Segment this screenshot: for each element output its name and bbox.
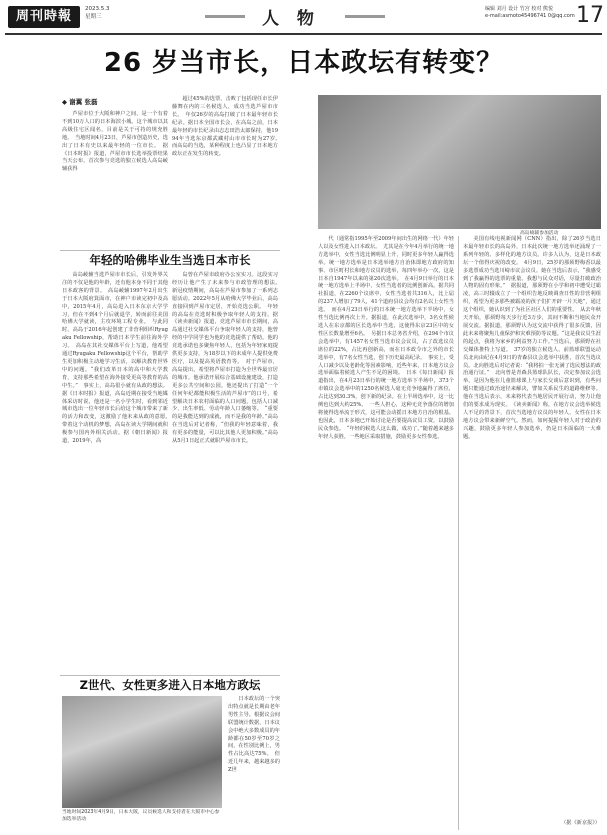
candidate-photo	[318, 95, 601, 229]
section1-column-2	[172, 272, 284, 672]
masthead-rule	[5, 33, 602, 35]
intro-text-1: 芦屋市位于大阪和神户之间，是一个有着不到10万人口的日本海滨小城。这个城市以其高级住宅区闻名，目前是关于可持的规充胜地。 当地时间4月23日，芦屋市创造历史，选出了日本有史以来最年轻的一位市长。 据《日本时报》报道，芦屋市市长选举投票结果当天公布，首次参与竞选的独立候选人高岛崚辅获得	[62, 111, 168, 173]
date-text: 2023.5.3	[85, 6, 110, 12]
section-bar-right	[345, 15, 385, 18]
rally-photo-caption: 当地时间2023年4月9日，日本大阪，议员候选人和支持者在大阪市中心参加选举活动	[62, 810, 220, 822]
page-number: 17	[576, 3, 604, 28]
section1-text-2: 岛曾在芦屋市政府办公室实习。这段实习经历让他产生了未来参与市政管理的想法。 新冠疫情期间，高岛在芦屋市参加了一系列志愿活动。2022年5月从哈佛大学毕业后，高岛直接回到芦屋市定居，开始竞选公职。 年轻的高岛在竞选时积极争取年轻人的支持。据《读卖新闻》报道，竞选芦屋市市长期间，高岛通过社交媒体平台争取年轻人的支持，他曾经的中学同学也为他的竞选提供了帮助。他的竞选承诺也多聚焦年轻人，包括为年轻家庭提供更多支持，为18岁以下的未成年人提供免费医疗，以及提高英语教育等。 对于芦屋市，高岛提出，希望将芦屋市打造为全世界最宜居的城市。他承诺开展综合基础设施建设，打造更多公共空间和公园。他还提出了打造“一个任何年纪都能积极生活的芦屋市”的口号，希望解决日本农村面临的人口问题，包括人口减少、出生率低、劳动年龄人口萎缩等。 “重要的是我能达到的成就，而不是我的年龄。”高岛在当选后对记者称，“但我的年轻意味着，我有更多的能量，可以比其他人更加积极。”高岛从5月1日起正式就职芦屋市市长。	[172, 272, 284, 445]
section1-title: 年轻的哈佛毕业生当选日本市长	[89, 253, 251, 267]
source-credit: （据《新京报》）	[561, 820, 600, 826]
section2-text: 日本政坛的一个突出特点就是长期由老年男性主导。根据议会间联盟统计数据，日本议会中绝大多数成员的年龄都在50岁至70岁之间，在性别比例上，男性占比高达75%。 但近几年来，越来越多的Z世	[228, 696, 280, 774]
right-text-1: 代（通常指1995年至2009年间出生的网络一代）年轻人以及女性进入日本政坛。 尤其是在今年4月举行的统一地方选举中，女性当选比例明显上升，同时更多年轻人赢得选举。统一地方选举是日本选举地方自治体即地方政府的知事、市区町村长和地方议员的选举，每四年举办一次，这是日本自1947年以来的第20次选举。 在4月9日举行的日本统一地方选举上半场中，女性当选者的比例创新高。据共同社报道，在2260个议席中，女性当选者共316人，比上届的237人增加了79人，41个道府县议会均有2名以上女性当选。 而在4月23日举行的日本统一地方选举下半场中，女性当选比例再次上升。据报道，在此次选举中，3名女性候选人在东京都的区长选举中当选，这使得东京23区中的女性区长数量增至6名。 另据日本总务省介绍，在294个市议会选举中，有1457名女性当选市议会议员，占了改选议员席位的22%，占比再创新高，而在日本政令市之外的市长选举中，有7名女性当选，创下历史最高纪录。 事实上，受人口减少以及老龄化等因素影响，近些年来，日本地方议会选举面临着候选人产生不足的困境。 日本《每日新闻》报道指出，在4月23日举行的统一地方选举下半场中，373个市镇议会选举中的1250名候选人毫无竞争地赢得了席位，占比达到30.3%，创下新的纪录。在上半场选举中，这一比例也达到大约25%。 一些人担心，这种无竞争落位的增加将使得选举流于形式，这可能会动摇日本地方自治的根基。也因此，日本多地已开始讨论是否要提高议员工资，以鼓励民众参选。 “年轻的候选人这么做，成功了。”随着越来越多年轻人获胜，一些地区采取措施，鼓励更多女性参选。	[318, 236, 454, 440]
headline: 26 岁当市长，日本政坛有转变？	[103, 48, 504, 78]
byline-authors: 谢翼 张磊	[69, 98, 98, 106]
right-column-1	[318, 236, 454, 830]
section-title: 人 物	[262, 9, 320, 29]
byline	[62, 97, 98, 106]
column-divider	[458, 236, 459, 830]
section-bar-left	[205, 15, 245, 18]
right-text-2: 美国有线电视新闻网（CNN）指出，除了26岁当选日本最年轻市长的高岛外，日本此次统一地方选举还涌现了一系列年轻的、多样化的地方议员。许多人认为，这是日本政坛一个值得庆祝的改变。 4月9日，25岁的那须野梅香以最多选票成功当选川崎市议会议员。她在当选后表示，“我感受到了我赢得的选票的重量。我想与民众对话，尽量打破政治人物的固有形象。” 据报道，那须野在小学和初中遭受过霸凌，高三时辍成立了一个组织告地反映调查日性的非营利组织，希望为更多那些被霸凌的孩子们扩开辟一片天地”，通过这个组织，她认识到了为社区社区人们的重要性。 从去年秋天开始，那须野每天步行近3万步，其间不断和当地民众开展交流。据报道，那须野认为这交流中获得了很多反馈，因此未来将聚焦儿童保护和灾难预防等议题。“这是我议员生涯的起点，我将为家乡的利益努力工作。”当选后，那须野在社交媒体推特上写道。 37岁的独立候选人、前篮球联盟运动员北向由纪在4月9日的青森县议会选举中获胜，首次当选议员。北向胜选后对记者说：“我将拍一张无满了选民想法的政治通行证。” 北向曾是青森县篮球队队长，决定参加议会选举，是因为他在儿童篮球课上与家长交谈后意识到，有些问题只能通过政治途径来解决，譬如关系民生的道路维修等。他在当选后表示，未来将代表当地居民开展行动，努力让他们的要求成为现实。 《读卖新闻》称，在地方议会选举候选人不足的背景下，首次当选地方议员的年轻人、女性在日本地方议会带来新鲜空气。然而，如何提振年轻人对于政治的兴趣，鼓励更多年轻人参加选举，仍是日本面临的一大难题。	[463, 236, 601, 440]
candidate-photo-caption: 高岛崚辅参加活动	[520, 231, 559, 236]
newspaper-logo: 周刊時報	[8, 6, 80, 28]
right-column-2	[463, 236, 601, 820]
editor-names: 编辑 刘月 设计 竹宫 校对 熊悦	[485, 6, 553, 12]
section2-rule	[60, 675, 280, 676]
editor-credits	[485, 6, 575, 20]
section1-text-1: 高岛崚辅当选芦屋市市长后，引发外界关注的不仅是他的年龄，还有他本身不同于其他日本政客的背景。 高岛崚辅1997年2月出生于日本大阪府箕面市，在神户市读完初中及高中，2015年4月，高岛进入日本东京大学学习，但在不到4个月后就退学，转而前往美国哈佛大学就读，主攻环境工程专业。 与此同时，高岛于2016年起创建了非营利组织Ryugaku Fellowship，帮助日本学生前往海外学习。 高岛在其社交媒体平台上写道，他希望通过Ryugaku Fellowship这个平台，帮助学生更加积极主动地学习生活，以解决教育世界中的问题。“我们改革日本的高中和大学教育，支持那些希望在海外接受更高等教育的高中生。” 事实上，高岛很小就有从政的想法。据《日本时报》报道，高岛近期在接受当地媒体采访时说，他还是一名小学生时，看到邻近城市选出一位年轻市长后给这个城市带来了新的活力和改变，这激励了他未来从政的意愿。 带着这个动机的梦想，高岛在读大学期间就积极参与国内外相关活动。据《朝日新闻》报道，2019年，高	[62, 272, 174, 445]
intro-column-1	[62, 111, 168, 249]
intro-column-2	[172, 96, 284, 246]
intro-text-2: 超过45%的选票，击败了包括现任市长伊藤舞在内的三名候选人，成功当选芦屋市市长。 年仅26岁的高岛打破了日本最年轻市长纪录。据日本全国市长会，在高岛之前，日本最年轻的市长纪录由志志田浩太郎保持，他1994年当选东京都武藏村山市市长时为27岁。 而高岛的当选，某种程度上也凸显了日本地方政坛正在发生的转变。	[172, 96, 284, 158]
section1-rule	[60, 250, 280, 251]
issue-date	[85, 5, 110, 21]
section2-title: Z世代、女性更多进入日本地方政坛	[79, 678, 261, 692]
section2-column-narrow	[228, 696, 280, 830]
byline-marker-icon: ◆	[62, 98, 67, 106]
weekday-text: 星期三	[85, 14, 102, 20]
rally-photo	[62, 696, 222, 808]
editor-email: e-mail:asmoto45496741 0@qq.com	[485, 13, 575, 19]
section1-column-1	[62, 272, 174, 672]
